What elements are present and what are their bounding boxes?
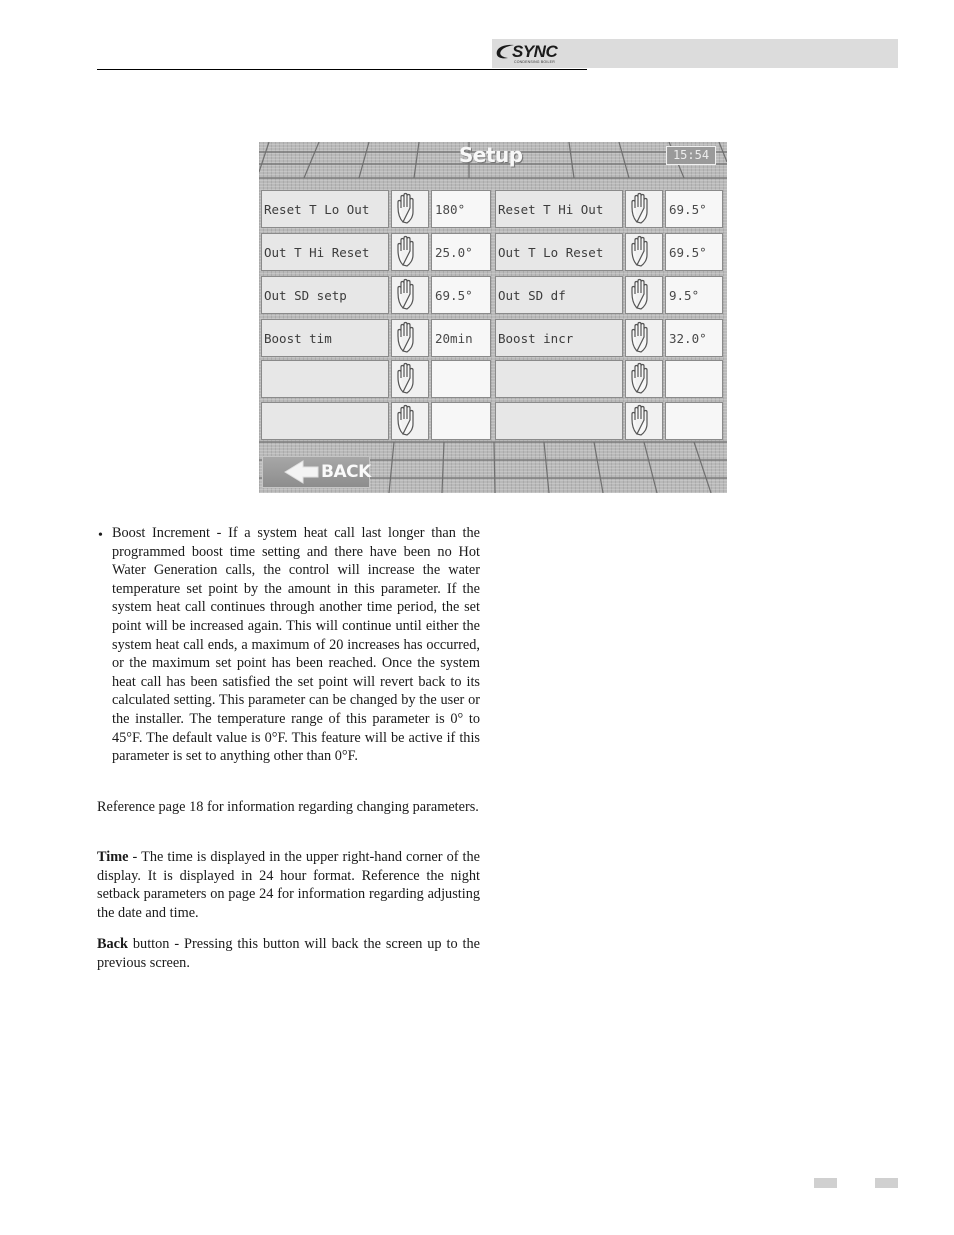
setup-screen xyxy=(259,142,727,493)
param-row[interactable] xyxy=(261,402,491,442)
logo-subtext: CONDENSING BOILER xyxy=(514,60,555,64)
param-value[interactable]: 180° xyxy=(431,190,491,228)
param-row[interactable] xyxy=(261,233,491,273)
param-value[interactable]: 32.0° xyxy=(665,319,723,357)
footer-tab-right xyxy=(875,1178,898,1188)
back-button-label: BACK xyxy=(321,462,371,482)
param-row[interactable] xyxy=(261,319,491,359)
param-row[interactable] xyxy=(495,319,725,359)
hand-icon[interactable] xyxy=(391,276,429,314)
param-label: Out T Lo Reset xyxy=(495,233,623,271)
param-value[interactable]: 69.5° xyxy=(665,233,723,271)
param-row[interactable] xyxy=(495,402,725,442)
param-value[interactable]: 9.5° xyxy=(665,276,723,314)
param-row[interactable] xyxy=(495,190,725,230)
bullet: • xyxy=(98,528,103,543)
footer-tab-left xyxy=(814,1178,837,1188)
brand-logo xyxy=(494,41,564,67)
hand-icon[interactable] xyxy=(625,233,663,271)
hand-icon[interactable] xyxy=(391,190,429,228)
param-row[interactable] xyxy=(495,233,725,273)
time-paragraph xyxy=(97,848,480,922)
hand-icon[interactable] xyxy=(391,319,429,357)
param-value[interactable]: 25.0° xyxy=(431,233,491,271)
param-value[interactable] xyxy=(431,402,491,440)
param-row[interactable] xyxy=(261,360,491,400)
hand-icon[interactable] xyxy=(625,402,663,440)
header-rule xyxy=(97,69,587,70)
screen-title: Setup xyxy=(459,143,523,167)
param-label xyxy=(495,360,623,398)
back-paragraph xyxy=(97,935,480,972)
hand-icon[interactable] xyxy=(625,319,663,357)
time-display: 15:54 xyxy=(666,146,716,165)
back-term: Back xyxy=(97,936,128,952)
param-label: Reset T Lo Out xyxy=(261,190,389,228)
hand-icon[interactable] xyxy=(391,233,429,271)
param-value[interactable]: 69.5° xyxy=(665,190,723,228)
param-label: Out SD df xyxy=(495,276,623,314)
param-label: Reset T Hi Out xyxy=(495,190,623,228)
back-description: button - Pressing this button will back the screen up to the previous screen. xyxy=(97,936,480,971)
param-row[interactable] xyxy=(261,190,491,230)
boost-increment-paragraph: Boost Increment - If a system heat call last longer than the programmed boost time setting and there have been no Hot Water Generation calls, the control will increase the water temperature set point by the amount in this parameter. If the system heat call continues through another time period, the set point will be increased again. This will continue until either the system heat call ends, a maximum of 20 increases has occurred, or the maximum set point has been reached. Once the system heat call has been satisfied the set point will revert back to its calculated setting. This parameter can be changed by the user or the installer. The temperature range of this parameter is 0° to 45°F. The default value is 0°F. This feature will be active if this parameter is set to anything other than 0°F. xyxy=(112,525,480,765)
hand-icon[interactable] xyxy=(391,360,429,398)
hand-icon[interactable] xyxy=(625,360,663,398)
param-label xyxy=(495,402,623,440)
param-value[interactable] xyxy=(665,402,723,440)
param-label xyxy=(261,360,389,398)
hand-icon[interactable] xyxy=(391,402,429,440)
param-row[interactable] xyxy=(261,276,491,316)
param-row[interactable] xyxy=(495,276,725,316)
param-label: Out T Hi Reset xyxy=(261,233,389,271)
param-value[interactable] xyxy=(665,360,723,398)
param-label: Out SD setp xyxy=(261,276,389,314)
hand-icon[interactable] xyxy=(625,190,663,228)
param-label xyxy=(261,402,389,440)
param-label: Boost incr xyxy=(495,319,623,357)
back-arrow-icon xyxy=(283,460,319,484)
param-label: Boost tim xyxy=(261,319,389,357)
param-value[interactable]: 20min xyxy=(431,319,491,357)
time-description: - The time is displayed in the upper right-hand corner of the display. It is displayed in 24 hour format. Reference the night setback parameters on page 24 for information regarding adjusting the date and time. xyxy=(97,849,480,921)
time-term: Time xyxy=(97,849,129,865)
reference-paragraph: Reference page 18 for information regarding changing parameters. xyxy=(97,799,479,815)
hand-icon[interactable] xyxy=(625,276,663,314)
param-value[interactable] xyxy=(431,360,491,398)
logo-wordmark: SYNC xyxy=(512,42,558,61)
param-value[interactable]: 69.5° xyxy=(431,276,491,314)
param-row[interactable] xyxy=(495,360,725,400)
back-button[interactable] xyxy=(262,456,370,488)
